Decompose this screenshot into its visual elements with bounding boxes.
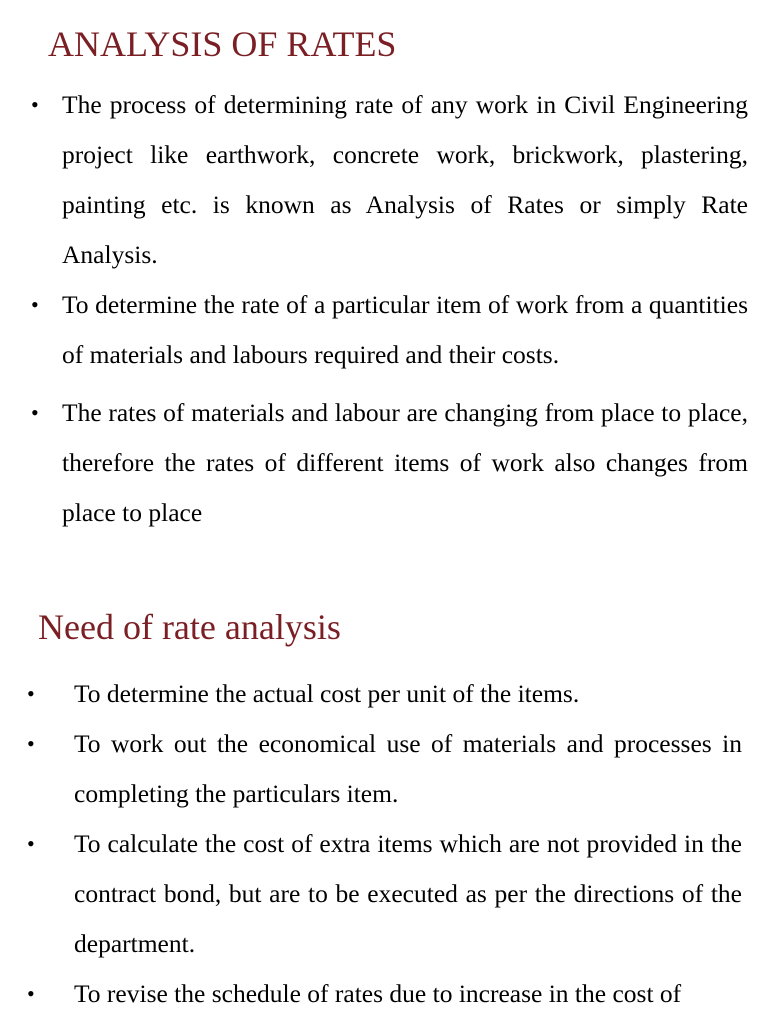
list-item	[0, 819, 742, 969]
list-item-text: To determine the actual cost per unit of the items.	[74, 679, 580, 708]
bullet-icon: •	[27, 681, 35, 706]
bullet-icon: •	[31, 92, 39, 117]
list-item-text: To determine the rate of a particular item of work from a quantities of materials and labours required and their costs.	[62, 290, 748, 369]
bullet-icon: •	[27, 831, 35, 856]
bullet-icon: •	[31, 400, 39, 425]
list-item-text: The rates of materials and labour are changing from place to place, therefore the rates of different items of work also changes from place to place	[62, 398, 748, 527]
bullet-icon: •	[27, 731, 35, 756]
list-item-text: To calculate the cost of extra items which are not provided in the contract bond, but are to be executed as per the directions of the department.	[74, 829, 742, 958]
list-item	[0, 969, 742, 1019]
list-item-text: The process of determining rate of any work in Civil Engineering project like earthwork, concrete work, brickwork, plastering, painting etc. is known as Analysis of Rates or simply Rate Analysis.	[62, 90, 748, 269]
analysis-bullet-list	[0, 80, 768, 538]
list-item	[0, 719, 742, 819]
list-item	[0, 388, 748, 538]
need-bullet-list	[0, 669, 768, 1019]
bullet-icon: •	[31, 292, 39, 317]
list-item	[0, 80, 748, 280]
list-item-text: To revise the schedule of rates due to increase in the cost of	[74, 979, 682, 1008]
list-item	[0, 280, 748, 380]
section-title-need-of-rate-analysis: Need of rate analysis	[38, 607, 341, 647]
section-title-analysis-of-rates: ANALYSIS OF RATES	[48, 24, 397, 64]
list-item-text: To work out the economical use of materials and processes in completing the particulars item.	[74, 729, 742, 808]
bullet-icon: •	[27, 981, 35, 1006]
list-item	[0, 669, 742, 719]
